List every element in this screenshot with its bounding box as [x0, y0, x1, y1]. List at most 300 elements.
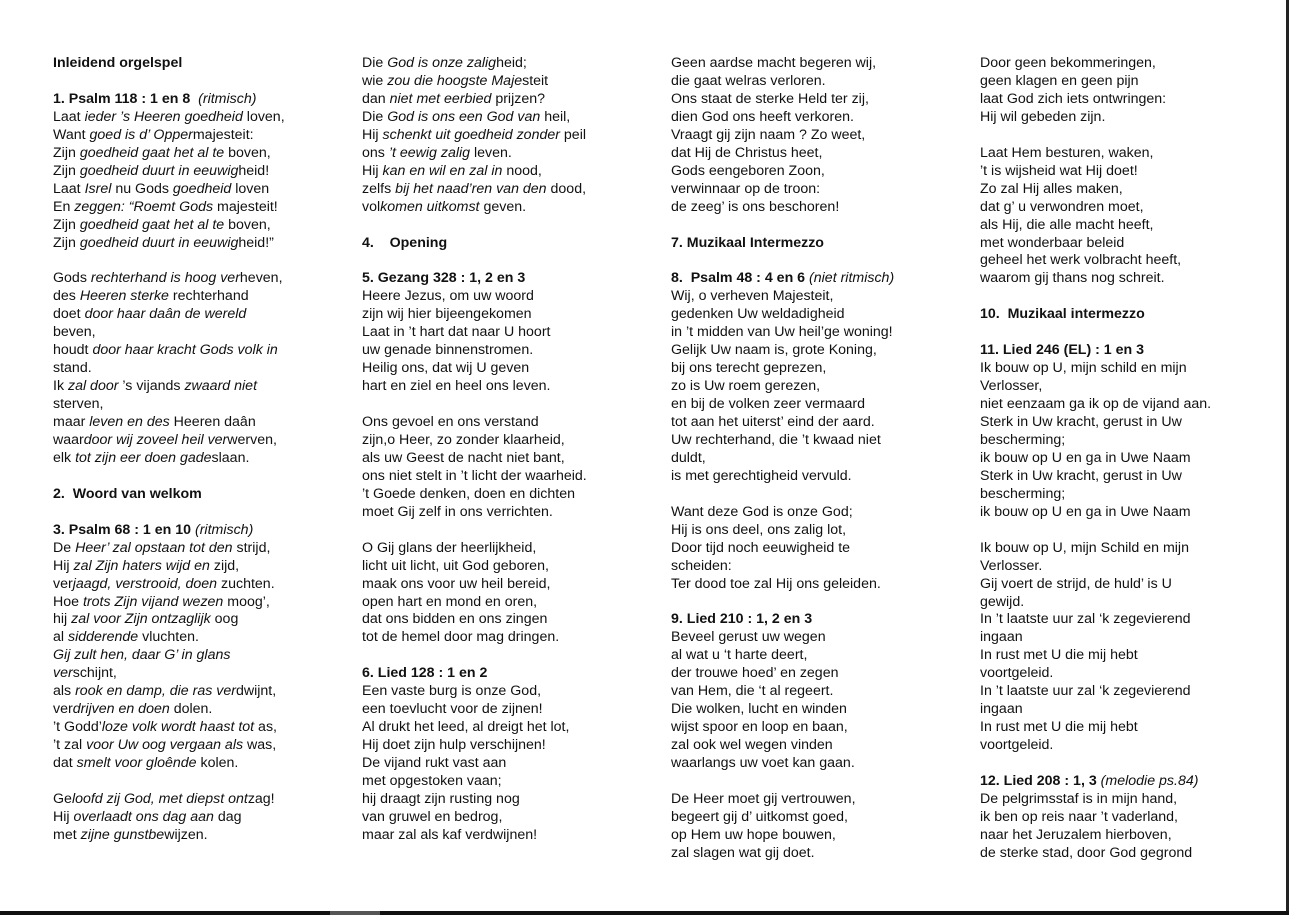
column-2 — [362, 55, 652, 845]
text-line — [53, 558, 343, 576]
text-line — [980, 468, 1280, 486]
text-line — [980, 665, 1280, 683]
text-segment: als Hij, die alle macht heeft, — [980, 216, 1154, 233]
text-segment: 2. Woord van welkom — [53, 485, 202, 502]
blank-line — [671, 773, 961, 791]
blank-line — [362, 522, 652, 540]
text-segment: Verlosser, — [980, 378, 1043, 395]
text-segment: naar het Jeruzalem hierboven, — [980, 826, 1172, 843]
text-segment: boven, — [224, 144, 271, 161]
text-line — [53, 109, 343, 127]
text-line — [671, 127, 961, 145]
text-segment: maak ons voor uw heil bereid, — [362, 575, 551, 592]
text-segment: ’t is wijsheid wat Hij doet! — [980, 162, 1138, 179]
text-segment: O Gij glans der heerlijkheid, — [362, 539, 537, 556]
text-line — [980, 629, 1280, 647]
italic-text: overlaadt ons dag aan — [73, 808, 214, 825]
text-line — [671, 288, 961, 306]
text-segment: Wij, o verheven Majesteit, — [671, 288, 834, 305]
text-segment: vluchten. — [138, 629, 199, 646]
italic-text: (ritmisch) — [198, 90, 257, 107]
text-segment: elk — [53, 449, 76, 466]
text-segment: Hij doet zijn hulp verschijnen! — [362, 737, 546, 754]
text-segment: nu Gods — [111, 180, 173, 197]
text-line — [53, 217, 343, 235]
text-segment: Ik — [53, 378, 68, 395]
section-heading — [671, 235, 961, 253]
text-segment: Ons staat de sterke Held ter zij, — [671, 90, 869, 107]
text-segment: waarlangs uw voet kan gaan. — [671, 755, 855, 772]
text-line — [362, 181, 652, 199]
text-segment: Want — [53, 126, 90, 143]
text-segment: loven — [231, 180, 270, 197]
text-line — [53, 378, 343, 396]
text-segment: ingaan — [980, 629, 1023, 646]
section-heading — [671, 611, 961, 629]
italic-text: zijne gunstbe — [80, 826, 165, 843]
text-segment: ’s vijands — [118, 378, 185, 395]
text-segment: heid! — [238, 162, 270, 179]
text-segment: voortgeleid. — [980, 737, 1054, 754]
text-line — [980, 701, 1280, 719]
text-segment: wie — [362, 72, 388, 89]
text-line — [362, 809, 652, 827]
text-segment: Ter dood toe zal Hij ons geleiden. — [671, 575, 881, 592]
text-segment: voortgeleid. — [980, 665, 1054, 682]
blank-line — [362, 396, 652, 414]
italic-text: goedheid — [172, 180, 232, 197]
text-segment: Laat — [53, 108, 85, 125]
text-segment: Zijn — [53, 162, 80, 179]
italic-text: Isrel — [84, 180, 112, 197]
text-segment: ik bouw op U en ga in Uwe Naam — [980, 449, 1191, 466]
text-segment: verwinnaar op de troon: — [671, 180, 821, 197]
blank-line — [362, 647, 652, 665]
blank-line — [980, 127, 1280, 145]
section-heading — [53, 486, 343, 504]
text-line — [671, 199, 961, 217]
text-segment: Door tijd noch eeuwigheid te — [671, 539, 851, 556]
text-segment: 7. Muzikaal Intermezzo — [671, 234, 824, 251]
text-line — [362, 504, 652, 522]
text-segment: maar zal als kaf verdwijnen! — [362, 826, 538, 843]
text-line — [362, 360, 652, 378]
text-line — [671, 576, 961, 594]
text-segment: stand. — [53, 360, 92, 377]
text-segment: moog’, — [223, 593, 270, 610]
italic-text: goedheid gaat het al te — [79, 144, 225, 161]
text-line — [53, 791, 343, 809]
italic-text: bij het naad’ren van den — [395, 180, 547, 197]
italic-text: drijven en doen — [72, 701, 170, 718]
text-segment: licht uit licht, uit God geboren, — [362, 557, 549, 574]
italic-text: Heeren sterke — [79, 288, 169, 305]
text-segment: als uw Geest de nacht niet bant, — [362, 449, 565, 466]
text-line — [980, 576, 1280, 594]
text-segment: in ’t midden van Uw heil’ge woning! — [671, 324, 893, 341]
text-line — [980, 145, 1280, 163]
text-line — [362, 791, 652, 809]
text-segment: prijzen? — [491, 90, 546, 107]
text-line — [980, 181, 1280, 199]
text-line — [53, 288, 343, 306]
text-line — [362, 827, 652, 845]
text-line — [671, 342, 961, 360]
text-segment: Een vaste burg is onze God, — [362, 683, 542, 700]
text-segment: waar — [53, 431, 84, 448]
blank-line — [362, 252, 652, 270]
text-segment: ’t Goede denken, doen en dichten — [362, 485, 575, 502]
text-segment: 11. Lied 246 (EL) : 1 en 3 — [980, 342, 1145, 359]
text-segment: In ’t laatste uur zal ‘k zegevierend — [980, 611, 1191, 628]
text-segment: tot de hemel door mag dringen. — [362, 629, 560, 646]
text-line — [362, 324, 652, 342]
text-segment: kolen. — [196, 755, 239, 772]
italic-text: God is ons een God van — [387, 108, 541, 125]
text-line — [671, 647, 961, 665]
text-segment: Verlosser. — [980, 557, 1043, 574]
italic-text: zal Zijn haters wijd en — [73, 557, 210, 574]
text-line — [53, 701, 343, 719]
text-line — [980, 719, 1280, 737]
text-segment: 12. Lied 208 : 1, 3 — [980, 773, 1097, 790]
text-line — [980, 611, 1280, 629]
text-segment: de sterke stad, door God gegrond — [980, 844, 1193, 861]
text-segment: 5. Gezang 328 : 1, 2 en 3 — [362, 270, 526, 287]
text-line — [671, 306, 961, 324]
text-line — [671, 719, 961, 737]
text-segment: 1. Psalm 118 : 1 en 8 — [53, 90, 191, 107]
text-line — [671, 701, 961, 719]
text-line — [53, 755, 343, 773]
blank-line — [53, 504, 343, 522]
column-3 — [671, 55, 961, 863]
text-line — [362, 773, 652, 791]
text-segment: al — [53, 629, 68, 646]
text-segment: Ge — [53, 791, 72, 807]
text-segment: rechterhand — [168, 288, 249, 305]
text-segment: geven. — [479, 198, 527, 215]
blank-line — [53, 252, 343, 270]
italic-text: loofd zij God, met diepst ont — [71, 791, 248, 807]
text-segment: des — [53, 288, 80, 305]
text-segment: Zijn — [53, 144, 80, 161]
text-line — [980, 270, 1280, 288]
text-line — [53, 360, 343, 378]
blank-line — [980, 522, 1280, 540]
text-segment: met — [53, 826, 81, 843]
italic-text: door wij zoveel heil ver — [83, 431, 228, 448]
text-line — [980, 217, 1280, 235]
text-segment: peil — [559, 126, 586, 143]
italic-text: zal voor Zijn ontzaglijk — [71, 611, 211, 628]
text-segment: moet Gij zelf in ons verrichten. — [362, 503, 553, 520]
italic-text: rook en damp, die ras ver — [75, 683, 236, 700]
text-segment: leven. — [470, 144, 512, 161]
text-segment: heid; — [496, 55, 527, 71]
text-segment: Heeren daân — [169, 414, 256, 431]
text-line — [362, 127, 652, 145]
text-segment: Gelijk Uw naam is, grote Koning, — [671, 342, 877, 359]
text-segment: slaan. — [211, 449, 250, 466]
text-segment: der trouwe hoed’ en zegen — [671, 665, 839, 682]
text-segment: maar — [53, 414, 90, 431]
text-line — [980, 396, 1280, 414]
section-heading — [53, 91, 343, 109]
blank-line — [362, 217, 652, 235]
text-line — [980, 252, 1280, 270]
text-segment: strijd, — [232, 539, 271, 556]
italic-text: komen uitkomst — [380, 198, 480, 215]
italic-text: leven en des — [89, 414, 170, 431]
text-line — [362, 576, 652, 594]
text-segment: Gods eengeboren Zoon, — [671, 162, 825, 179]
text-segment: dat Hij de Christus heet, — [671, 144, 823, 161]
text-segment: In rust met U die mij hebt — [980, 647, 1138, 664]
italic-text: (niet ritmisch) — [809, 270, 895, 287]
text-segment: 10. Muzikaal intermezzo — [980, 306, 1145, 323]
text-line — [53, 270, 343, 288]
italic-text: (ritmisch) — [194, 521, 254, 538]
text-line — [671, 432, 961, 450]
text-line — [671, 791, 961, 809]
text-segment: Uw rechterhand, die ’t kwaad niet — [671, 431, 881, 448]
text-line — [53, 324, 343, 342]
text-line — [671, 558, 961, 576]
italic-text: zou die hoogste Maje — [387, 72, 523, 89]
text-line — [362, 55, 652, 73]
text-line — [53, 576, 343, 594]
italic-text: trots Zijn vijand wezen — [82, 593, 224, 610]
text-line — [980, 55, 1280, 73]
text-line — [671, 845, 961, 863]
italic-text: God is onze zalig — [387, 55, 497, 71]
italic-text: Gij zult hen, daar G’ in glans — [53, 647, 231, 664]
text-segment: Door geen bekommeringen, — [980, 55, 1156, 71]
text-segment: majesteit! — [213, 198, 278, 215]
text-segment: Laat in ’t hart dat naar U hoort — [362, 324, 551, 341]
blank-line — [671, 486, 961, 504]
blank-line — [671, 594, 961, 612]
text-line — [362, 432, 652, 450]
italic-text: goedheid duurt in eeuwig — [79, 234, 239, 251]
text-segment: is met gerechtigheid vervuld. — [671, 467, 852, 484]
section-heading — [362, 270, 652, 288]
text-line — [53, 827, 343, 845]
italic-text: sidderende — [67, 629, 139, 646]
text-line — [53, 396, 343, 414]
text-segment: zal slagen wat gij doet. — [671, 844, 815, 861]
text-line — [671, 181, 961, 199]
italic-text: smelt voor gloênde — [76, 755, 197, 772]
text-line — [980, 235, 1280, 253]
text-segment: 8. Psalm 48 : 4 en 6 — [671, 270, 806, 287]
italic-text: goedheid duurt in eeuwig — [79, 162, 239, 179]
text-line — [362, 558, 652, 576]
text-segment: De Heer moet gij vertrouwen, — [671, 791, 856, 807]
text-line — [980, 683, 1280, 701]
text-segment: En — [53, 198, 75, 215]
italic-text: Heer’ zal opstaan tot den — [75, 539, 233, 556]
text-line — [362, 342, 652, 360]
text-segment: ingaan — [980, 701, 1023, 718]
text-segment: Gij voert de strijd, de huld’ is U — [980, 575, 1172, 592]
text-segment: een toevlucht voor de zijnen! — [362, 701, 543, 718]
text-line — [671, 145, 961, 163]
text-line — [671, 468, 961, 486]
text-segment: nood, — [502, 162, 542, 179]
text-segment: houdt — [53, 342, 93, 359]
text-line — [980, 432, 1280, 450]
text-line — [53, 737, 343, 755]
column-4 — [980, 55, 1280, 863]
text-line — [53, 414, 343, 432]
text-segment: 9. Lied 210 : 1, 2 en 3 — [671, 611, 813, 628]
italic-text: ieder ’s Heeren goedheid — [84, 108, 243, 125]
text-segment: zelfs — [362, 180, 396, 197]
text-segment: In rust met U die mij hebt — [980, 719, 1138, 736]
italic-text: niet met eerbied — [389, 90, 492, 107]
text-segment: zo is Uw roem gerezen, — [671, 378, 821, 395]
text-segment: werven, — [227, 431, 277, 448]
text-line — [671, 396, 961, 414]
text-line — [980, 91, 1280, 109]
blank-line — [671, 252, 961, 270]
text-segment: De pelgrimsstaf is in mijn hand, — [980, 791, 1178, 807]
text-line — [362, 145, 652, 163]
text-segment: laat God zich iets ontwringen: — [980, 90, 1167, 107]
text-segment: zijn,o Heer, zo zonder klaarheid, — [362, 431, 565, 448]
text-segment: sterven, — [53, 396, 104, 413]
text-line — [980, 378, 1280, 396]
text-segment: al wat u ‘t harte deert, — [671, 647, 808, 664]
italic-text: rechterhand is hoog ver — [90, 270, 240, 287]
text-line — [362, 540, 652, 558]
text-line — [53, 719, 343, 737]
text-segment: zal ook wel wegen vinden — [671, 737, 833, 754]
text-line — [671, 522, 961, 540]
text-segment: dat g’ u verwondren moet, — [980, 198, 1144, 215]
text-segment: as, — [254, 719, 277, 736]
text-line — [362, 719, 652, 737]
text-segment: loven, — [242, 108, 285, 125]
text-segment: Sterk in Uw kracht, gerust in Uw — [980, 467, 1182, 484]
text-segment: De — [53, 539, 76, 556]
text-line — [671, 414, 961, 432]
text-line — [671, 737, 961, 755]
text-segment: Laat — [53, 180, 85, 197]
text-line — [980, 809, 1280, 827]
page-edge-bottom — [0, 911, 1289, 915]
text-segment: geheel het werk volbracht heeft, — [980, 252, 1182, 269]
text-segment: zuchten. — [217, 575, 275, 592]
text-line — [53, 163, 343, 181]
text-segment: hij draagt zijn rusting nog — [362, 791, 520, 807]
text-line — [671, 73, 961, 91]
text-segment: Ons gevoel en ons verstand — [362, 414, 539, 431]
text-line — [980, 540, 1280, 558]
text-segment: schijnt, — [72, 665, 117, 682]
text-segment: ik bouw op U en ga in Uwe Naam — [980, 503, 1191, 520]
text-segment: ver — [53, 575, 73, 592]
text-line — [980, 504, 1280, 522]
text-line — [671, 324, 961, 342]
blank-line — [671, 217, 961, 235]
italic-text: goedheid gaat het al te — [79, 216, 225, 233]
text-segment: Zijn — [53, 216, 80, 233]
text-line — [362, 414, 652, 432]
text-line — [980, 109, 1280, 127]
text-line — [362, 378, 652, 396]
text-line — [362, 306, 652, 324]
italic-text: door haar daân de wereld — [84, 306, 247, 323]
text-segment: heven, — [239, 270, 283, 287]
text-segment: 6. Lied 128 : 1 en 2 — [362, 665, 488, 682]
text-segment: Hij — [53, 808, 74, 825]
italic-text: jaagd, verstrooid, doen — [72, 575, 218, 592]
text-segment: Beveel gerust uw wegen — [671, 629, 826, 646]
text-segment: Vraagt gij zijn naam ? Zo weet, — [671, 126, 866, 143]
text-line — [980, 558, 1280, 576]
italic-text: voor Uw oog vergaan als — [86, 737, 244, 754]
section-heading — [980, 342, 1280, 360]
italic-text: zeggen: “Roemt Gods — [74, 198, 214, 215]
blank-line — [980, 288, 1280, 306]
text-line — [362, 73, 652, 91]
text-line — [53, 683, 343, 701]
text-segment: Gods — [53, 270, 91, 287]
text-segment: met opgestoken vaan; — [362, 773, 502, 790]
text-segment: heil, — [540, 108, 571, 125]
text-line — [53, 181, 343, 199]
text-line — [980, 845, 1280, 863]
text-segment: dood, — [546, 180, 587, 197]
text-line — [53, 306, 343, 324]
text-segment: ons niet stelt in ’t licht der waarheid. — [362, 467, 587, 484]
text-segment: gedenken Uw weldadigheid — [671, 306, 845, 323]
text-segment: geen klagen en geen pijn — [980, 72, 1139, 89]
text-segment: dat — [53, 755, 77, 772]
text-segment: Die wolken, lucht en winden — [671, 701, 847, 718]
text-segment: bescherming; — [980, 485, 1066, 502]
text-segment: ons — [362, 144, 389, 161]
text-line — [671, 755, 961, 773]
text-line — [671, 809, 961, 827]
section-heading — [362, 665, 652, 683]
section-heading — [53, 55, 343, 73]
text-line — [671, 109, 961, 127]
text-segment: zijn wij hier bijeengekomen — [362, 306, 532, 323]
text-line — [980, 414, 1280, 432]
text-line — [362, 468, 652, 486]
text-line — [362, 611, 652, 629]
text-segment: van gruwel en bedrog, — [362, 808, 503, 825]
text-segment: Heere Jezus, om uw woord — [362, 288, 534, 305]
text-line — [362, 109, 652, 127]
text-segment: oog — [210, 611, 239, 628]
text-segment: met wonderbaar beleid — [980, 234, 1125, 251]
text-line — [980, 486, 1280, 504]
blank-line — [53, 773, 343, 791]
text-segment: en bij de volken zeer vermaard — [671, 396, 865, 413]
text-line — [671, 163, 961, 181]
text-segment: Die — [362, 55, 388, 71]
text-segment — [190, 91, 198, 107]
text-line — [671, 91, 961, 109]
italic-text: door haar kracht Gods volk in — [92, 342, 278, 359]
text-segment: begeert gij d’ uitkomst goed, — [671, 808, 848, 825]
text-line — [362, 701, 652, 719]
